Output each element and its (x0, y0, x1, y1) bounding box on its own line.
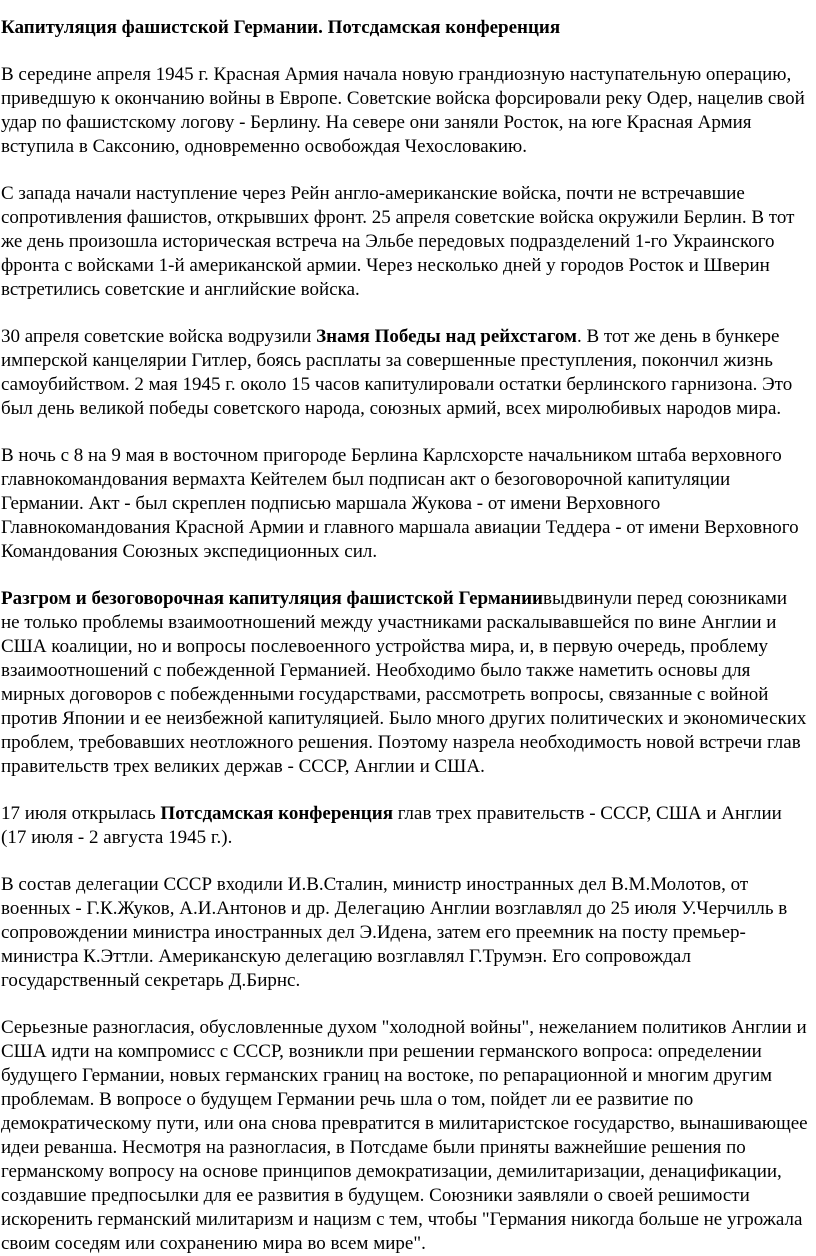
paragraph-text: 30 апреля советские войска водрузили (1, 326, 317, 347)
paragraph-victory-banner (1, 325, 810, 421)
paragraph-surrender-act: В ночь с 8 на 9 мая в восточном пригороде Берлина Карлсхорсте начальником штаба верховного главнокомандования вермахта Кейтелем был подписан акт о безоговорочной капитуляции Германии. Акт - был скреплен подписью маршала Жукова - от имени Верховного Главнокомандования Красной Армии и главного маршала авиации Теддера - от имени Верховного Командования Союзных экспедиционных сил. (1, 445, 799, 562)
paragraph-text: . В тот же день в бункере имперской канцелярии Гитлер, боясь расплаты за совершенные преступления, покончил жизнь самоубийством. 2 мая 1945 г. около 15 часов капитулировали остатки берлинского гарнизона. Это был день великой победы советского народа, союзных армий, всех миролюбивых народов мира. (1, 326, 793, 419)
paragraph-text: 17 июля открылась (1, 803, 161, 824)
paragraph-text: глав трех правительств - СССР, США и Англии (17 июля - 2 августа 1945 г.). (1, 803, 782, 848)
paragraph-potsdam-opening (1, 802, 810, 850)
paragraph-april-offensive: В середине апреля 1945 г. Красная Армия начала новую грандиозную наступательную операцию, приведшую к окончанию войны в Европе. Советские войска форсировали реку Одер, нацелив свой удар по фашистскому логову - Берлину. На севере они заняли Росток, на юге Красная Армия вступила в Саксонию, одновременно освобождая Чехословакию. (1, 64, 805, 157)
paragraph-disagreements: Серьезные разногласия, обусловленные духом "холодной войны", нежеланием политиков Англии и США идти на компромисс с СССР, возникли при решении германского вопроса: определении будущего Германии, новых германских границ на востоке, по репарационной и многим другим проблемам. В вопросе о будущем Германии речь шла о том, пойдет ли ее развитие по демократическому пути, или она снова превратится в милитаристское государство, вынашивающее идеи реванша. Несмотря на разногласия, в Потсдаме были приняты важнейшие решения по германскому вопросу на основе принципов демократизации, демилитаризации, денацификации, создавшие предпосылки для ее развития в будущем. Союзники заявляли о своей решимости искоренить германский милитаризм и нацизм с тем, чтобы "Германия никогда больше не угрожала своим соседям или сохранению мира во всем мире". (1, 1017, 808, 1254)
document-title: Капитуляция фашистской Германии. Потсдамская конференция (1, 17, 561, 38)
bold-phrase: Знамя Победы над рейхстагом (316, 326, 577, 347)
paragraph-delegations: В состав делегации СССР входили И.В.Сталин, министр иностранных дел В.М.Молотов, от военных - Г.К.Жуков, А.И.Антонов и др. Делегацию Англии возглавлял до 25 июля У.Черчилль в сопровождении министра иностранных дел Э.Идена, затем его преемник на посту премьер-министра К.Эттли. Американскую делегацию возглавлял Г.Трумэн. Его сопровождал государственный секретарь Д.Бирнс. (1, 874, 788, 991)
paragraph-postwar-problems (1, 587, 810, 779)
paragraph-text: выдвинули перед союзниками не только проблемы взаимоотношений между участниками раскалывавшейся по вине Англии и США коалиции, но и вопросы послевоенного устройства мира, и, в первую очередь, проблему взаимоотношений с побежденной Германией. Необходимо было также наметить основы для мирных договоров с побежденными государствами, рассмотреть вопросы, связанные с войной против Японии и ее неизбежной капитуляцией. Было много других политических и экономических проблем, требовавших неотложного решения. Поэтому назрела необходимость новой встречи глав правительств трех великих держав - СССР, Англии и США. (1, 588, 807, 777)
bold-phrase: Разгром и безоговорочная капитуляция фашистской Германии (1, 588, 543, 609)
paragraph-elbe-meeting: С запада начали наступление через Рейн англо-американские войска, почти не встречавшие сопротивления фашистов, открывших фронт. 25 апреля советские войска окружили Берлин. В тот же день произошла историческая встреча на Эльбе передовых подразделений 1-го Украинского фронта с войсками 1-й американской армии. Через несколько дней у городов Росток и Шверин встретились советские и английские войска. (1, 183, 795, 300)
bold-phrase: Потсдамская конференция (160, 803, 393, 824)
